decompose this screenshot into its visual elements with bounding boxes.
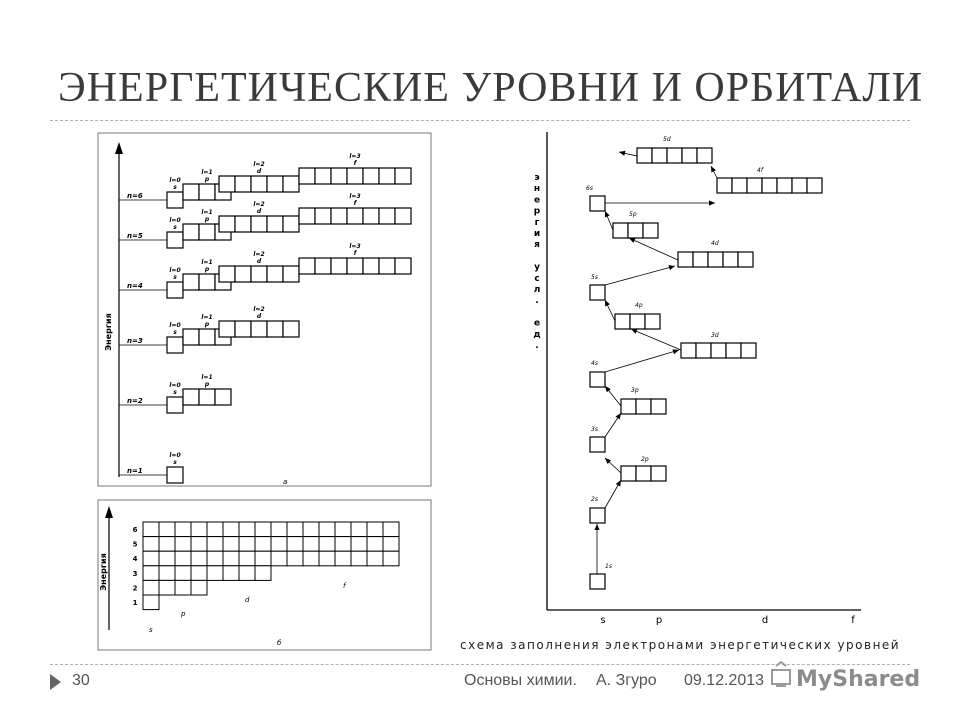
sublevel-l-label: l=2 — [253, 201, 265, 208]
sublevel-type-label: s — [173, 184, 177, 191]
orbital-cell — [693, 252, 708, 267]
orbital-cell — [652, 148, 667, 163]
page-number: 30 — [72, 672, 90, 689]
grid-row-label: 1 — [132, 599, 138, 607]
sublevel-type-label: p — [204, 176, 210, 183]
sublevel-l-label: l=2 — [253, 251, 265, 258]
grid-cell — [303, 537, 319, 552]
orbital-cell — [167, 192, 183, 208]
orbital-cell — [590, 285, 605, 300]
sublevel-type-label: s — [173, 459, 177, 466]
x-axis-label: s — [600, 615, 606, 626]
orbital-cell — [590, 372, 605, 387]
energy-axis-letter: г — [534, 217, 540, 228]
orbital-cell — [630, 314, 645, 329]
sublevel-l-label: l=3 — [349, 243, 361, 250]
orbital-cell — [363, 208, 379, 224]
x-axis-label: f — [851, 615, 855, 626]
x-axis-label: p — [655, 615, 663, 626]
filling-arrow-head — [616, 480, 621, 486]
orbital-cell — [621, 466, 636, 481]
orbital-cell — [643, 223, 658, 238]
orbital-cell — [723, 252, 738, 267]
grid-cell — [143, 537, 159, 552]
orbital-cell — [747, 178, 762, 193]
sublevel-l-label: l=0 — [169, 322, 181, 329]
orbital-label: 3p — [631, 387, 639, 394]
orbital-cell — [183, 184, 199, 200]
sublevel-l-label: l=2 — [253, 161, 265, 168]
sublevel-l-label: l=0 — [169, 452, 181, 459]
filling-arrow-line — [605, 266, 675, 285]
orbital-cell — [199, 329, 215, 345]
right-diagram — [515, 128, 865, 626]
orbital-cell — [299, 258, 315, 274]
orbital-cell — [331, 168, 347, 184]
orbital-cell — [636, 466, 651, 481]
energy-axis-letter: е — [533, 195, 541, 206]
grid-cell — [175, 566, 191, 581]
x-axis-label: d — [761, 615, 769, 626]
grid-cell — [351, 522, 367, 537]
orbital-cell — [251, 266, 267, 282]
grid-cell — [335, 551, 351, 566]
orbital-label: 2p — [641, 456, 649, 463]
orbital-cell — [613, 223, 628, 238]
orbital-cell — [183, 329, 199, 345]
orbital-cell — [363, 168, 379, 184]
sublevel-l-label: l=0 — [169, 177, 181, 184]
orbital-cell — [183, 224, 199, 240]
orbital-cell — [167, 397, 183, 413]
orbital-cell — [315, 258, 331, 274]
orbital-cell — [331, 208, 347, 224]
grid-cell — [319, 551, 335, 566]
level-label: n=3 — [127, 337, 143, 345]
energy-axis-letter: с — [534, 273, 540, 284]
grid-cell — [191, 566, 207, 581]
orbital-cell — [167, 232, 183, 248]
energy-axis-letter: л — [533, 285, 541, 295]
grid-cell — [207, 551, 223, 566]
level-label: n=4 — [127, 282, 143, 290]
orbital-label: 3d — [711, 332, 719, 339]
orbital-cell — [299, 168, 315, 184]
orbital-cell — [235, 216, 251, 232]
orbital-cell — [199, 274, 215, 290]
sublevel-type-label: f — [353, 160, 357, 167]
sublevel-type-label: d — [256, 168, 262, 175]
sublevel-l-label: l=3 — [349, 153, 361, 160]
energy-axis-label: Энергия — [104, 313, 113, 351]
grid-cell — [239, 551, 255, 566]
grid-cell — [287, 551, 303, 566]
filling-arrow-head — [709, 200, 715, 205]
orbital-cell — [199, 389, 215, 405]
grid-cell — [271, 537, 287, 552]
filling-arrow-head — [619, 151, 625, 156]
grid-cell — [383, 537, 399, 552]
energy-axis-letter: я — [534, 240, 540, 251]
orbital-cell — [696, 343, 711, 358]
panel-a-label: а — [283, 478, 288, 486]
grid-axis-arrow — [105, 506, 113, 518]
grid-cell — [287, 522, 303, 537]
orbital-cell — [395, 168, 411, 184]
page-title: ЭНЕРГЕТИЧЕСКИЕ УРОВНИ И ОРБИТАЛИ — [58, 65, 924, 111]
sublevel-type-label: s — [173, 329, 177, 336]
grid-sublevel-label: f — [343, 582, 346, 590]
grid-cell — [367, 551, 383, 566]
grid-cell — [175, 580, 191, 595]
sublevel-type-label: d — [256, 313, 262, 320]
orbital-cell — [637, 148, 652, 163]
orbital-cell — [711, 343, 726, 358]
grid-cell — [351, 537, 367, 552]
filling-arrow-head — [616, 413, 621, 419]
orbital-cell — [732, 178, 747, 193]
orbital-cell — [363, 258, 379, 274]
orbital-cell — [283, 321, 299, 337]
filling-arrow-head — [605, 386, 611, 392]
sublevel-type-label: d — [256, 258, 262, 265]
grid-cell — [159, 537, 175, 552]
footer-author: А. Згуро — [596, 672, 657, 689]
orbital-cell — [183, 274, 199, 290]
orbital-cell — [251, 176, 267, 192]
orbital-cell — [762, 178, 777, 193]
grid-cell — [351, 551, 367, 566]
logo-text: MyShared — [796, 667, 921, 692]
orbital-label: 3s — [591, 426, 598, 433]
grid-cell — [143, 566, 159, 581]
orbital-cell — [741, 343, 756, 358]
orbital-cell — [590, 574, 605, 589]
orbital-label: 1s — [605, 563, 612, 570]
orbital-cell — [628, 223, 643, 238]
grid-cell — [287, 537, 303, 552]
orbital-cell — [347, 168, 363, 184]
grid-cell — [383, 522, 399, 537]
orbital-cell — [590, 508, 605, 523]
orbital-cell — [379, 208, 395, 224]
orbital-cell — [738, 252, 753, 267]
orbital-label: 5p — [629, 211, 637, 218]
grid-axis-label: Энергия — [99, 553, 108, 591]
sublevel-l-label: l=0 — [169, 382, 181, 389]
orbital-cell — [697, 148, 712, 163]
orbital-cell — [379, 258, 395, 274]
sublevel-l-label: l=1 — [201, 169, 213, 176]
grid-cell — [159, 566, 175, 581]
orbital-label: 2s — [591, 496, 598, 503]
orbital-cell — [315, 208, 331, 224]
orbital-label: 5s — [591, 274, 598, 281]
filling-arrow-line — [605, 350, 679, 372]
sublevel-l-label: l=0 — [169, 217, 181, 224]
logo-icon — [770, 660, 930, 696]
grid-row-label: 6 — [132, 526, 138, 534]
grid-cell — [255, 537, 271, 552]
orbital-cell — [199, 184, 215, 200]
grid-cell — [239, 566, 255, 581]
grid-cell — [159, 551, 175, 566]
orbital-cell — [267, 216, 283, 232]
sublevel-type-label: s — [173, 224, 177, 231]
filling-arrow-head — [594, 524, 599, 530]
sublevel-type-label: p — [204, 216, 210, 223]
energy-axis-arrow — [115, 142, 123, 154]
panel-b-label: б — [277, 639, 282, 647]
orbital-cell — [315, 168, 331, 184]
grid-row-label: 2 — [132, 584, 138, 593]
orbital-cell — [199, 224, 215, 240]
sublevel-l-label: l=3 — [349, 193, 361, 200]
grid-cell — [271, 551, 287, 566]
orbital-cell — [395, 258, 411, 274]
grid-cell — [303, 522, 319, 537]
level-label: n=5 — [127, 232, 143, 240]
energy-axis-letter: . — [535, 296, 539, 307]
grid-cell — [191, 522, 207, 537]
grid-cell — [239, 522, 255, 537]
orbital-cell — [395, 208, 411, 224]
sublevel-type-label: s — [173, 389, 177, 396]
grid-cell — [255, 551, 271, 566]
grid-cell — [159, 580, 175, 595]
energy-axis-letter: э — [534, 173, 540, 183]
orbital-label: 5d — [663, 136, 671, 143]
orbital-cell — [708, 252, 723, 267]
orbital-cell — [283, 176, 299, 192]
orbital-cell — [717, 178, 732, 193]
orbital-cell — [792, 178, 807, 193]
orbital-cell — [681, 343, 696, 358]
grid-cell — [207, 537, 223, 552]
orbital-label: 4d — [711, 240, 719, 247]
sublevel-l-label: l=1 — [201, 209, 213, 216]
title-divider — [50, 120, 910, 121]
grid-cell — [335, 537, 351, 552]
grid-cell — [143, 580, 159, 595]
orbital-cell — [235, 266, 251, 282]
grid-sublevel-label: d — [245, 596, 250, 604]
orbital-cell — [235, 321, 251, 337]
energy-axis-letter: е — [533, 318, 541, 329]
grid-row-label: 3 — [132, 569, 138, 578]
level-label: n=1 — [127, 467, 143, 475]
grid-cell — [207, 522, 223, 537]
grid-cell — [255, 566, 271, 581]
grid-cell — [223, 551, 239, 566]
orbital-cell — [251, 321, 267, 337]
orbital-label: 4p — [635, 302, 643, 309]
orbital-cell — [807, 178, 822, 193]
orbital-cell — [167, 467, 183, 483]
orbital-cell — [283, 266, 299, 282]
orbital-cell — [235, 176, 251, 192]
left-diagram — [97, 132, 432, 652]
sublevel-type-label: p — [204, 321, 210, 328]
orbital-cell — [636, 399, 651, 414]
energy-axis-letter: д — [533, 329, 541, 340]
orbital-cell — [347, 258, 363, 274]
logo — [770, 660, 930, 696]
sublevel-l-label: l=0 — [169, 267, 181, 274]
grid-row-label: 4 — [132, 555, 138, 564]
orbital-cell — [267, 321, 283, 337]
grid-cell — [175, 551, 191, 566]
energy-axis-letter: . — [535, 341, 539, 351]
orbital-cell — [651, 399, 666, 414]
sublevel-l-label: l=2 — [253, 306, 265, 313]
grid-cell — [191, 580, 207, 595]
orbital-label: 4s — [591, 360, 598, 367]
grid-cell — [367, 537, 383, 552]
orbital-cell — [331, 258, 347, 274]
orbital-cell — [379, 168, 395, 184]
orbital-cell — [682, 148, 697, 163]
orbital-cell — [667, 148, 682, 163]
sublevel-l-label: l=1 — [201, 259, 213, 266]
sublevel-l-label: l=1 — [201, 374, 213, 381]
grid-cell — [271, 522, 287, 537]
grid-cell — [319, 537, 335, 552]
energy-axis-letter: н — [533, 184, 541, 195]
orbital-cell — [590, 196, 605, 211]
grid-cell — [175, 522, 191, 537]
grid-sublevel-label: s — [149, 626, 153, 634]
footer-date: 09.12.2013 — [684, 672, 765, 689]
orbital-cell — [283, 216, 299, 232]
grid-cell — [143, 595, 159, 610]
orbital-cell — [251, 216, 267, 232]
orbital-cell — [615, 314, 630, 329]
grid-cell — [223, 522, 239, 537]
sublevel-type-label: p — [204, 381, 210, 388]
orbital-cell — [219, 176, 235, 192]
orbital-cell — [347, 208, 363, 224]
grid-cell — [143, 522, 159, 537]
grid-cell — [191, 551, 207, 566]
grid-sublevel-label: p — [181, 610, 186, 618]
grid-cell — [303, 551, 319, 566]
orbital-cell — [590, 437, 605, 452]
orbital-cell — [267, 176, 283, 192]
grid-cell — [175, 537, 191, 552]
footer-course: Основы химии. — [464, 672, 577, 689]
energy-axis-letter: и — [533, 229, 541, 239]
orbital-cell — [651, 466, 666, 481]
grid-cell — [319, 522, 335, 537]
orbital-cell — [621, 399, 636, 414]
grid-cell — [223, 566, 239, 581]
sublevel-l-label: l=1 — [201, 314, 213, 321]
grid-cell — [255, 522, 271, 537]
filling-arrow-head — [669, 265, 675, 270]
grid-cell — [239, 537, 255, 552]
orbital-label: 4f — [757, 167, 763, 174]
orbital-cell — [299, 208, 315, 224]
orbital-cell — [167, 282, 183, 298]
grid-cell — [223, 537, 239, 552]
orbital-cell — [726, 343, 741, 358]
filling-arrow-head — [673, 349, 679, 354]
sublevel-type-label: f — [353, 200, 357, 207]
orbital-cell — [777, 178, 792, 193]
orbital-cell — [183, 389, 199, 405]
energy-axis-letter: у — [534, 262, 540, 273]
filling-arrow-line — [631, 329, 681, 350]
level-label: n=2 — [127, 397, 143, 405]
orbital-cell — [219, 321, 235, 337]
grid-cell — [159, 522, 175, 537]
sublevel-type-label: f — [353, 250, 357, 257]
energy-axis-letter: р — [533, 206, 541, 217]
orbital-cell — [219, 216, 235, 232]
orbital-cell — [678, 252, 693, 267]
filling-arrow-line — [629, 238, 678, 260]
level-label: n=6 — [127, 192, 143, 200]
sublevel-type-label: d — [256, 208, 262, 215]
orbital-cell — [219, 266, 235, 282]
diagram-caption: схема заполнения электронами энергетических уровней — [460, 638, 901, 652]
grid-cell — [191, 537, 207, 552]
grid-row-label: 5 — [132, 540, 138, 549]
orbital-label: 6s — [586, 185, 593, 192]
grid-cell — [207, 566, 223, 581]
orbital-cell — [167, 337, 183, 353]
grid-cell — [143, 551, 159, 566]
sublevel-type-label: s — [173, 274, 177, 281]
grid-cell — [335, 522, 351, 537]
orbital-cell — [645, 314, 660, 329]
grid-cell — [367, 522, 383, 537]
orbital-cell — [267, 266, 283, 282]
grid-cell — [383, 551, 399, 566]
orbital-cell — [215, 389, 231, 405]
sublevel-type-label: p — [204, 266, 210, 273]
bullet-arrow-icon — [50, 674, 61, 690]
